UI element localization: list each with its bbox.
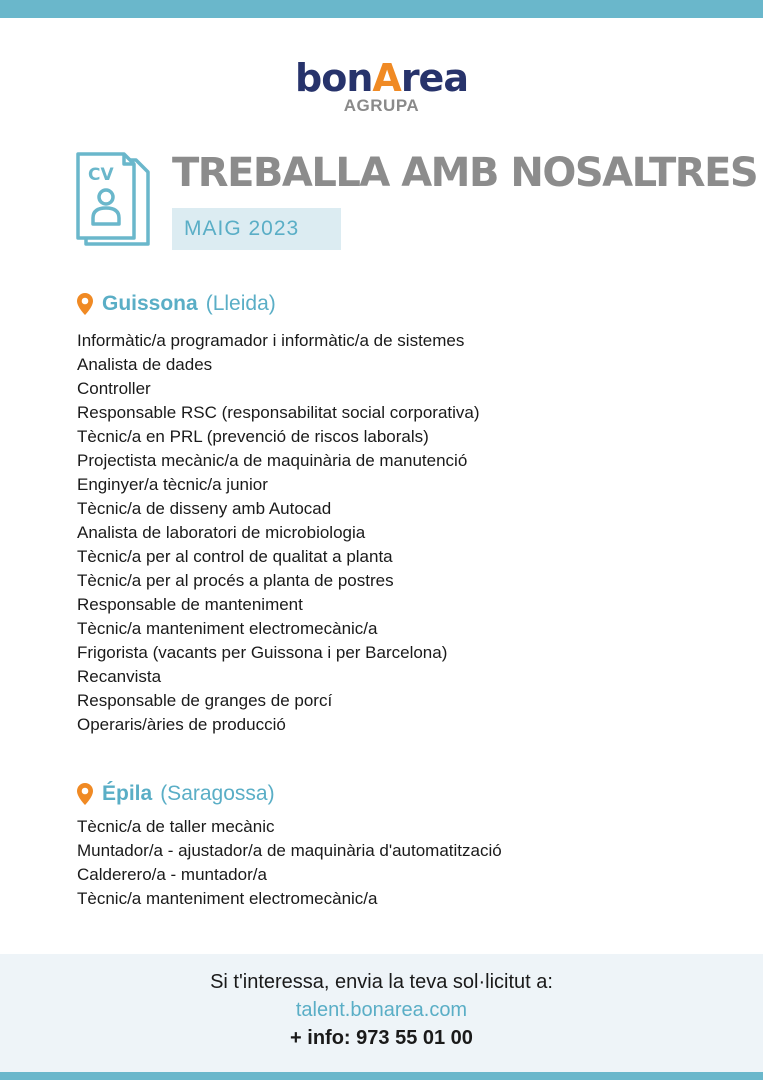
job-item: Muntador/a - ajustador/a de maquinària d'automatització: [77, 841, 502, 860]
map-pin-icon: [76, 782, 94, 806]
date-badge: MAIG 2023: [172, 208, 341, 250]
job-item: Tècnic/a manteniment electromecànic/a: [77, 889, 378, 908]
job-item: Calderero/a - muntador/a: [77, 865, 267, 884]
location-city: Épila: [102, 782, 153, 805]
job-item: Tècnic/a de disseny amb Autocad: [77, 499, 332, 518]
cv-icon-label: CV: [88, 165, 114, 185]
job-list-epila: [77, 815, 502, 911]
job-item: Tècnic/a per al control de qualitat a planta: [77, 547, 393, 566]
contact-footer: [0, 954, 763, 1072]
logo-wordmark-rest: rea: [400, 56, 468, 100]
job-item: Responsable RSC (responsabilitat social corporativa): [77, 403, 480, 422]
job-item: Tècnic/a de taller mecànic: [77, 817, 275, 836]
job-item: Tècnic/a per al procés a planta de postres: [77, 571, 394, 590]
footer-call-to-action: Si t'interessa, envia la teva sol·licitut a:: [210, 971, 553, 993]
logo-subtitle: AGRUPA: [343, 96, 420, 115]
cv-document-icon: [76, 152, 154, 252]
job-item: Analista de dades: [77, 355, 213, 374]
brand-logo: [0, 58, 763, 116]
job-item: Tècnic/a manteniment electromecànic/a: [77, 619, 378, 638]
bottom-accent-bar: [0, 1072, 763, 1080]
map-pin-icon: [76, 292, 94, 316]
job-item: Enginyer/a tècnic/a junior: [77, 475, 268, 494]
job-item: Operaris/àries de producció: [77, 715, 286, 734]
logo-wordmark: bonArea: [295, 56, 468, 100]
logo-leaf-a: A: [372, 56, 401, 100]
job-item: Projectista mecànic/a de maquinària de manutenció: [77, 451, 468, 470]
job-item: Analista de laboratori de microbiologia: [77, 523, 366, 542]
job-item: Tècnic/a en PRL (prevenció de riscos laborals): [77, 427, 429, 446]
location-city: Guissona: [102, 292, 198, 315]
job-item: Informàtic/a programador i informàtic/a de sistemes: [77, 331, 465, 350]
footer-website-link[interactable]: talent.bonarea.com: [295, 999, 468, 1021]
job-item: Responsable de manteniment: [77, 595, 303, 614]
job-item: Controller: [77, 379, 151, 398]
job-item: Recanvista: [77, 667, 162, 686]
job-item: Responsable de granges de porcí: [77, 691, 333, 710]
job-item: Frigorista (vacants per Guissona i per Barcelona): [77, 643, 448, 662]
top-accent-bar: [0, 0, 763, 18]
page-title: TREBALLA AMB NOSALTRES: [172, 150, 758, 196]
location-region: (Lleida): [205, 292, 276, 315]
location-heading-epila: [76, 782, 275, 806]
footer-phone-info: + info: 973 55 01 00: [290, 1027, 473, 1049]
location-region: (Saragossa): [160, 782, 275, 805]
location-heading-guissona: [76, 292, 276, 316]
job-list-guissona: [77, 329, 480, 737]
